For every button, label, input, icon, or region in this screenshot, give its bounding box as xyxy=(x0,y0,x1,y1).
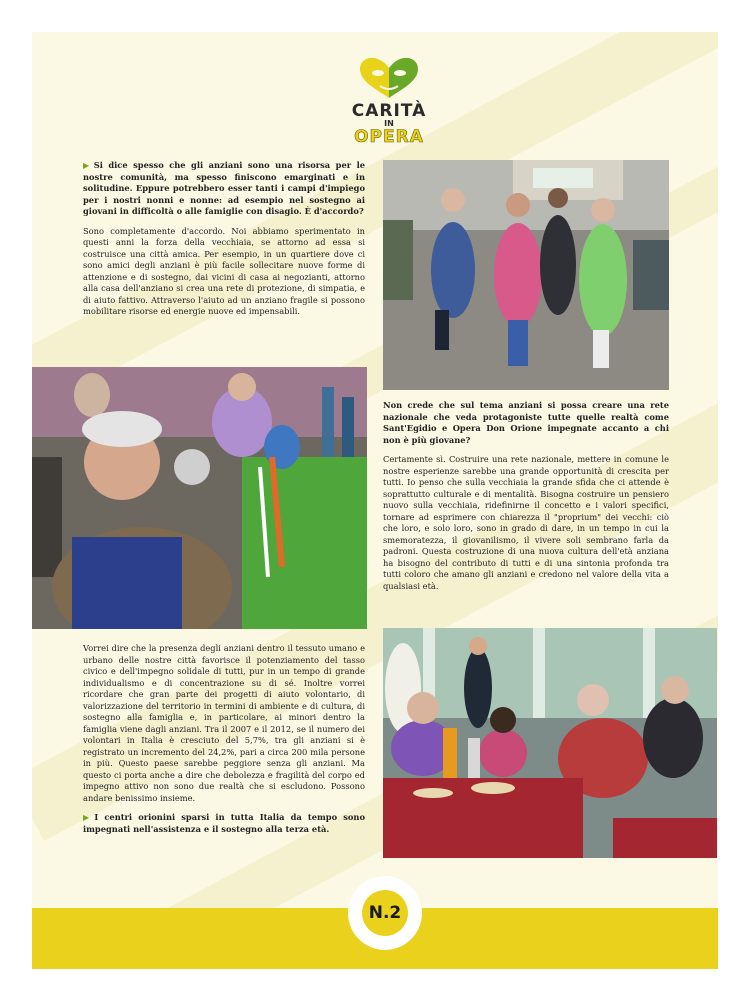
left-bottom-text xyxy=(83,643,365,843)
logo-word-in: IN xyxy=(384,119,394,128)
issue-number: N.2 xyxy=(362,890,408,936)
green-arrow-icon: ▶ xyxy=(83,812,93,822)
question-1: ▶ Si dice spesso che gli anziani sono una risorsa per le nostre comunità, ma spesso finiscono emarginati e in solitudine. Eppure potrebbero esser tanti i campi d'impiego per i nostri nonni e nonne: ad esempio nel sostegno ai giovani in difficoltà o alle famiglie con disagio. È d'accordo? xyxy=(83,160,365,216)
question-2: Non crede che sul tema anziani si possa creare una rete nazionale che veda protagoniste tutte quelle realtà come Sant'Egidio e Opera Don Orione impegnate accanto a chi non è più giovane? xyxy=(383,400,669,445)
photo-woman-crafting xyxy=(32,367,367,629)
logo-word-carita: CARITÀ xyxy=(351,101,427,121)
photo-party-table xyxy=(383,628,717,858)
heart-mask-icon xyxy=(358,56,420,100)
answer-3: Vorrei dire che la presenza degli anziani dentro il tessuto umano e urbano delle nostre città favorisce il potenziamento del tasso civico e dell'impegno solidale di tutti, pur in un tempo di grande individualismo e di concentrazione su di sé. Inoltre vorrei ricordare che gran parte dei progetti di aiuto volontario, di valorizzazione del territorio in termini di ambiente e di cultura, di sostegno alla famiglia e, in particolare, ai minori dentro la famiglia viene dagli anziani. Tra il 2007 e il 2012, se il numero dei volontari in Italia è cresciuto del 5,7%, tra gli anziani si è registrato un incremento del 24,2%, pari a circa 200 mila persone in più. Questo paese sarebbe peggiore senza gli anziani. Ma questo ci porta anche a dire che debolezza e fragilità del corpo ed impegno attivo non sono due realtà che si escludono. Possono andare benissimo insieme. xyxy=(83,643,365,803)
left-top-text xyxy=(83,160,365,326)
answer-2: Certamente sì. Costruire una rete nazionale, mettere in comune le nostre esperienze sarebbe una grande opportunità di crescita per tutti. Io penso che sulla vecchiaia la grande sfida che ci attende è soprattutto culturale e di mentalità. Bisogna costruire un pensiero nuovo sulla vecchiaia, ridefinirne il concetto e i valori specifici, tornare ad esprimere con chiarezza il "proprium" dei vecchi: ciò che loro, e solo loro, sono in grado di dare, in un tempo in cui la smemoratezza, il giovanilismo, il vivere soli sembrano farla da padroni. Questa costruzione di una nuova cultura dell'età anziana ha bisogno del contributo di tutti e di una sintonia profonda tra tutti coloro che amano gli anziani e credono nel valore della vita a qualsiasi età. xyxy=(383,454,669,591)
answer-1: Sono completamente d'accordo. Noi abbiamo sperimentato in questi anni la forza della vecchiaia, se attorno ad essa si costruisce una città amica. Per esempio, in un quartiere dove ci sono amici degli anziani è più facile sollecitare nuove forme di attenzione e di sostegno, dai vicini di casa ai negozianti, attorno alla casa dell'anziano si crea una rete di protezione, di simpatia, e di aiuto fattivo. Attraverso l'aiuto ad un anziano fragile si possono mobilitare risorse ed energie nuove ed impensabili. xyxy=(83,225,365,316)
right-mid-text xyxy=(383,400,669,600)
photo-women-walking xyxy=(383,160,669,390)
logo-word-opera: OPERA xyxy=(354,127,424,147)
question-4: ▶ I centri orionini sparsi in tutta Italia da tempo sono impegnati nell'assistenza e il sostegno alla terza età. xyxy=(83,812,365,834)
issue-badge xyxy=(348,876,422,950)
green-arrow-icon: ▶ xyxy=(83,160,92,170)
carita-in-opera-logo xyxy=(328,56,450,146)
